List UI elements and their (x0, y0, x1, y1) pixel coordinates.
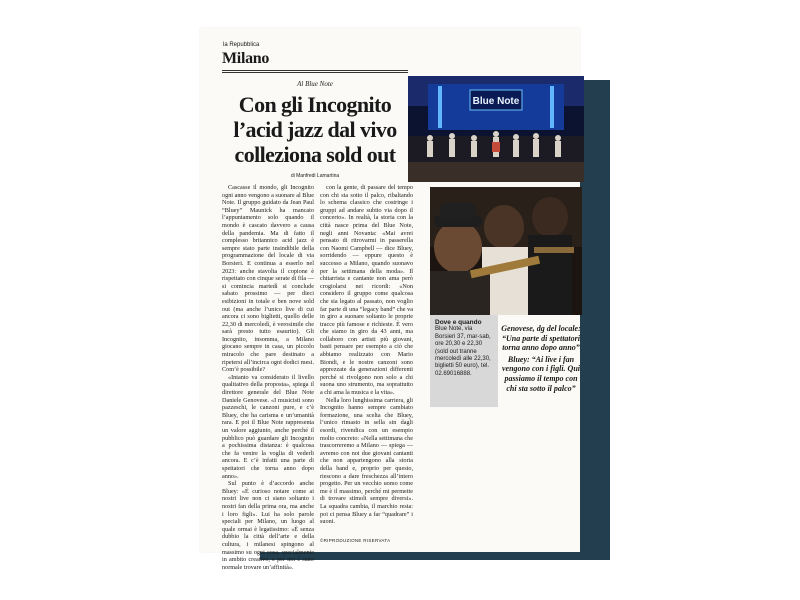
article-paragraph: con la gente, di passare del tempo con chi sta sotto il palco, ribaltando lo schema classico che costringe i gruppi ad andare subito via dopo il concerto». In realtà, la storia con la città nasce prima del Blue Note, negli anni Novanta: «Mai avrei pensato di ritrovarmi in passerella con Naomi Campbell — dice Bluey, sorridendo — eppure questo è successo a Milano, quando suonavo per la settimana della moda». Il chitarrista e cantante non ama però crogiolarsi nei ricordi: «Non considero il gruppo come qualcosa che sia legato al passato, non voglio far parte di una “legacy band” che va in giro a suonare soltanto le proprie tracce più famose e richieste. È vero che siamo in giro da 43 anni, ma collaboro con artisti più giovani, basti pensare per esempio a ciò che abbiamo realizzato con Mario Biondi, e le nostre canzoni sono apprezzate da generazioni differenti perché si rivolgono non solo a chi suona uno strumento, ma soprattutto a chi ama la musica e la vita». (320, 184, 413, 397)
pull-quotes (500, 322, 582, 393)
article-paragraph: Sul punto è d’accordo anche Bluey: «È curioso notare come ai nostri live non ci siano soltanto i nostri fan della prima ora, ma anche i loro figli». Lui ha solo parole speciali per Milano, un luogo al quale ormai è legatissimo: «È senza dubbio la città dell’arte e della cultura, i milanesi spingono al massimo su ogni cosa, specialmente in ambito creativo, e per noi è stato normale trovare un’affinità». (222, 480, 314, 571)
article-paragraph: Nella loro lunghissima carriera, gli Incognito hanno sempre cambiato formazione, una scelta che Bluey, l’unico rimasto in sella sin dagli esordi, rivendica con un esempio molto concreto: «Nella settimana che trascorreremo a Milano — spiega — avremo con noi due giovani cantanti che non appartengono alla storia della band e, proprio per questo, riescono a dare freschezza all’intero progetto. Per un vecchio uomo come me è il massimo, perché mi permette di trovare stimoli sempre diversi». La squadra cambia, il marchio resta: poi ci pensa Bluey a far “quadrare” i suoni. (320, 396, 413, 526)
article-column-1 (222, 184, 314, 571)
copyright-note: ©RIPRODUZIONE RISERVATA (320, 538, 391, 543)
info-box-title: Dove e quando (435, 319, 482, 326)
article-column-2 (320, 184, 413, 534)
concert-stage-illustration (408, 76, 584, 182)
singer-closeup-illustration (430, 187, 582, 315)
masthead-city: Milano (222, 50, 270, 67)
masthead-publication: la Repubblica (223, 42, 260, 48)
article-headline: Con gli Incognito l’acid jazz dal vivo colleziona sold out (233, 92, 397, 167)
pull-quote-bluey: Bluey: “Ai live i fan vengono con i figli. Qui passiamo il tempo con chi sta sotto il palco” (501, 354, 580, 393)
header-rule-2 (222, 72, 408, 73)
singer-photo (430, 187, 582, 315)
article-paragraph: «Intanto va considerato il livello qualitativo della proposta», spiega il direttore generale del Blue Note Daniele Genovese. «I musicisti sono pazzeschi, le canzoni pure, e c’è Bluey, che ha carisma e un’umanità rara. E poi il Blue Note rappresenta un valore aggiunto, anche perché il pubblico può guardare gli Incognito a pochissima distanza: è qualcosa che fa venire la voglia di vederli ancora. E c’è infatti una parte di spettatori che torna anno dopo anno». (222, 373, 314, 480)
article-byline: di Manfredi Lamartina (290, 173, 340, 179)
article-kicker: Al Blue Note (297, 80, 333, 88)
concert-photo (408, 76, 584, 182)
header-rule (222, 70, 408, 71)
article-paragraph: Cascasse il mondo, gli Incognito ogni anno vengono a suonare al Blue Note. Il gruppo guidato da Jean Paul “Bluey” Maunick ha mancato l’appuntamento solo quando il mondo è cascato davvero a causa della pandemia. Ma di fatto il complesso britannico acid jazz è sempre stato parte insindibile della programmazione del locale di via Borsieri. E continua a esserlo nel 2023: anche stavolta il copione è rispettato con cinque serate di fila — si comincia martedì si conclude sabato prossimo — per dieci esibizioni in totale e ben nove sold out (ma anche l’unico live di cui ancora ci sono biglietti, quello delle 22,30 di mercoledì, è verosimile che sarà presto tutto esaurito). Gli Incognito, insomma, a Milano giocano sempre in casa, un piccolo miracolo che pare destinato a ripetersi all’incirca ogni dodici mesi. Com’è possibile? (222, 184, 314, 374)
info-box (430, 315, 498, 407)
pull-quote-genovese: Genovese, dg del locale: “Una parte di spettatori torna anno dopo anno” (501, 324, 581, 353)
blue-note-sign: Blue Note (472, 96, 520, 107)
newspaper-page (200, 28, 581, 571)
info-box-text: Blue Note, via Borsieri 37, mar-sab, ore 20,30 e 22,30 (sold out tranne mercoledì alle 22,30, biglietti 50 euro), tel. 02.69016888. (435, 326, 491, 377)
